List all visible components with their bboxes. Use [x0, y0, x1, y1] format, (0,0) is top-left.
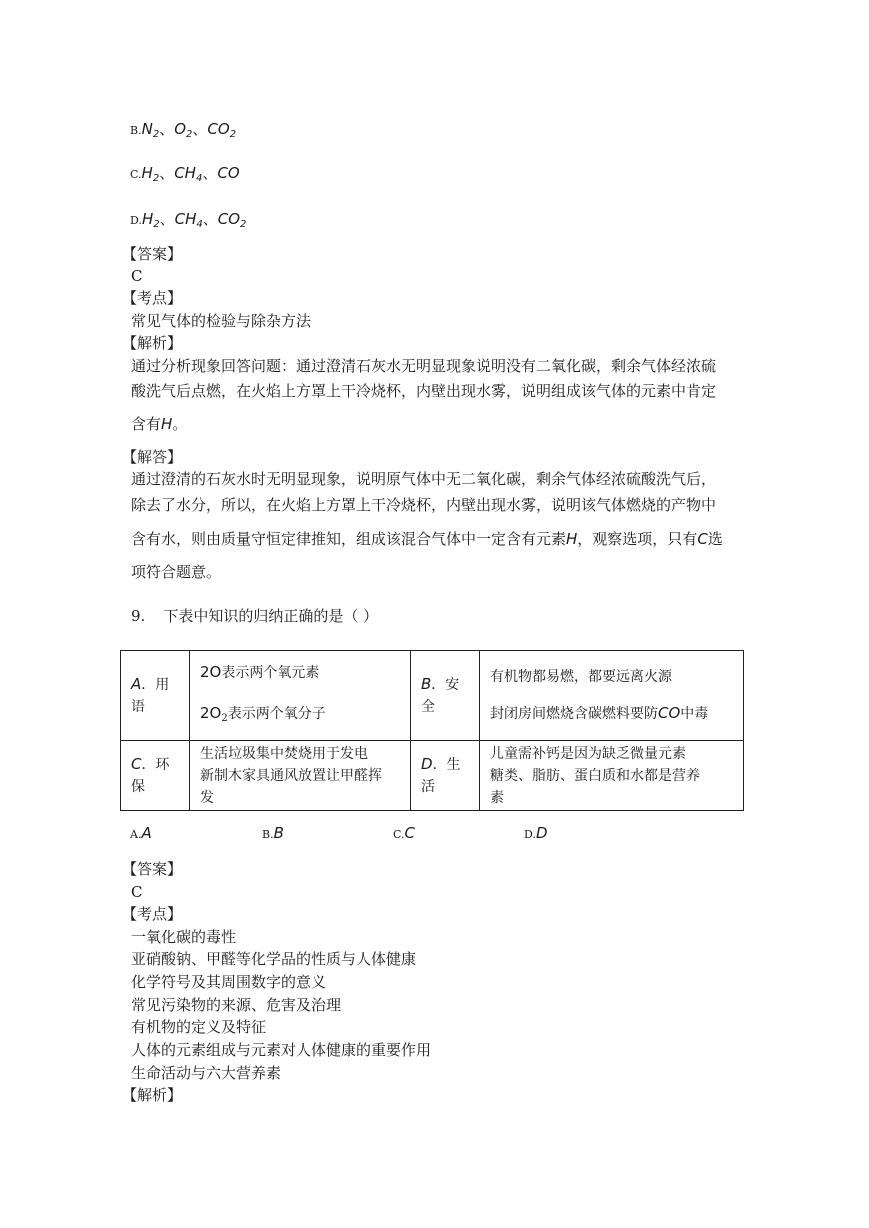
q9-stem — [131, 605, 378, 627]
cell-category-a: A．用 语 — [121, 651, 190, 741]
q8-analysis-line: 酸洗气后点燃，在火焰上方罩上干冷烧杯，内壁出现水雾，说明组成该气体的元素中肯定 — [131, 382, 717, 400]
choice-c: C.C — [393, 824, 416, 842]
choice-d: D.D — [524, 824, 548, 842]
cell-content-b: 有机物都易燃，都要远离火源 封闭房间燃烧含碳燃料要防CO中毒 — [480, 651, 744, 741]
option-b: $B.N_2$、$O_2$、$CO_2$ — [130, 120, 237, 140]
q8-analysis-heading: 【解析】 — [122, 334, 183, 352]
question-text: 下表中知识的归纳正确的是（ ） — [163, 607, 379, 625]
q9-topic: 人体的元素组成与元素对人体健康的重要作用 — [131, 1041, 432, 1059]
cell-content-c: 生活垃圾集中焚烧用于发电 新制木家具通风放置让甲醛挥 发 — [190, 741, 411, 811]
symbol-c: C — [697, 530, 708, 548]
option-b-formula: $N_2$、$O_2$、$CO_2$ — [141, 120, 237, 140]
q9-topic: 有机物的定义及特征 — [131, 1018, 267, 1036]
q9-topic: 化学符号及其周围数字的意义 — [131, 973, 327, 991]
q8-solution-line: 含有水，则由质量守恒定律推知，组成该混合气体中一定含有元素H，观察选项，只有C选 — [131, 530, 723, 548]
q8-solution-line: 通过澄清的石灰水时无明显现象，说明原气体中无二氧化碳，剩余气体经浓硫酸洗气后， — [131, 470, 717, 488]
q9-topic-heading: 【考点】 — [122, 905, 183, 923]
cell-category-d: D．生 活 — [411, 741, 480, 811]
q8-analysis-line: 通过分析现象回答问题：通过澄清石灰水无明显现象说明没有二氧化碳，剩余气体经浓硫 — [131, 357, 717, 375]
cell-category-b: B．安 全 — [411, 651, 480, 741]
option-d: $D.H_2$、$CH_4$、$CO_2$ — [130, 210, 247, 230]
q9-answer: C — [131, 883, 143, 901]
symbol-h: H — [161, 415, 173, 433]
q8-solution-line: 项符合题意。 — [131, 563, 222, 581]
option-d-formula: $H_2$、$CH_4$、$CO_2$ — [141, 210, 247, 230]
question-number: 9. — [131, 607, 146, 625]
q8-answer-heading: 【答案】 — [122, 245, 183, 263]
q9-topic: 一氧化碳的毒性 — [131, 928, 237, 946]
q8-answer: C — [131, 267, 143, 285]
cell-category-c: C．环 保 — [121, 741, 190, 811]
cell-content-d: 儿童需补钙是因为缺乏微量元素 糖类、脂肪、蛋白质和水都是营养 素 — [480, 741, 744, 811]
knowledge-table — [120, 650, 744, 811]
cell-content-a: 2O表示两个氧元素 $2O_2$表示两个氧分子 — [190, 651, 411, 741]
q8-solution-heading: 【解答】 — [122, 448, 183, 466]
q9-topic: 常见污染物的来源、危害及治理 — [131, 996, 342, 1014]
q8-topic-heading: 【考点】 — [122, 289, 183, 307]
choice-b: B.B — [262, 824, 284, 842]
q9-topic: 生命活动与六大营养素 — [131, 1064, 282, 1082]
q8-topic: 常见气体的检验与除杂方法 — [131, 312, 312, 330]
q9-answer-heading: 【答案】 — [122, 860, 183, 878]
q9-topic: 亚硝酸钠、甲醛等化学品的性质与人体健康 — [131, 950, 417, 968]
symbol-h: H — [566, 530, 578, 548]
q8-analysis-line: 含有H。 — [131, 415, 188, 433]
option-c-formula: $H_2$、$CH_4$、CO — [141, 164, 240, 184]
option-c: $C.H_2$、$CH_4$、CO — [130, 164, 240, 184]
choice-a: A.A — [130, 824, 152, 842]
q8-solution-line: 除去了水分，所以，在火焰上方罩上干冷烧杯，内壁出现水雾，说明该气体燃烧的产物中 — [131, 496, 717, 514]
q9-analysis-heading: 【解析】 — [122, 1086, 183, 1104]
